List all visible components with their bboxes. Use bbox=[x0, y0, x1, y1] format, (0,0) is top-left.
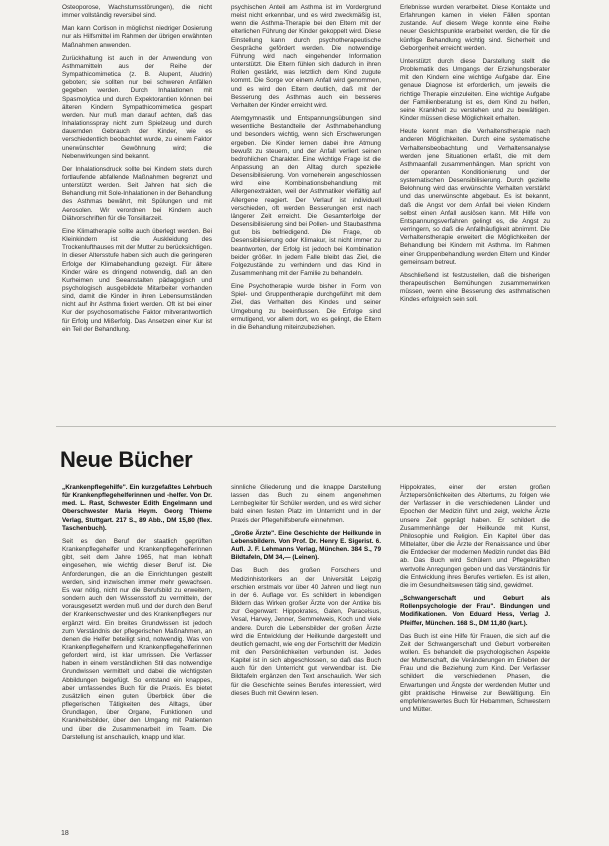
review-entry bbox=[231, 530, 381, 563]
paragraph: Unterstützt durch diese Darstellung stellt die Problematik des Umgangs der Erziehungsberater mit den Kindern eine wichtige Aufgabe dar. Eine genaue Diagnose ist erforderlich, um jeweils die richtige Therapie einzuleiten. Eine wichtige Aufgabe der Familienberatung ist es, dem Kind zu helfen, seine Krankheit zu verstehen und zu bewältigen. Kinder müssen diese Möglichkeit erhalten. bbox=[400, 57, 550, 123]
page-number: 18 bbox=[61, 830, 69, 837]
section-divider bbox=[56, 426, 556, 427]
paragraph: Heute kennt man die Verhaltenstherapie nach anderen Möglichkeiten. Durch eine systematische Verhaltensbeobachtung und Verhaltensanalyse werden jene Situationen erfaßt, die mit dem Asthmaanfall zusammenhängen. Man spricht von der operanten Konditionierung und der systematischen Desensibilisierung. Durch gezielte Belohnung wird das erwünschte Verhalten verstärkt und das unerwünschte abgebaut. Es ist bekannt, daß die Angst vor dem Anfall bei vielen Kindern selbst einen Anfall auslösen kann. Mit Hilfe von Entspannungsverfahren gelingt es, die Angst zu verringern, so daß die Anfallhäufigkeit abnimmt. Die Verhaltenstherapie erweitert die Möglichkeiten der Behandlung bei Kindern mit Asthma. Im Rahmen einer Gruppenbehandlung werden Eltern und Kinder gemeinsam betreut. bbox=[400, 128, 550, 266]
review-body: Das Buch ist eine Hilfe für Frauen, die sich auf die Zeit der Schwangerschaft und Geburt vorbereiten wollen. Es behandelt die psychologischen Aspekte der Mutterschaft, die Veränderungen im Erleben der Frau und die Beziehung zum Kind. Der Verfasser schildert die verschiedenen Phasen, die Erwartungen und Ängste der werdenden Mutter und gibt praktische Hinweise zur Bewältigung. Ein empfehlenswertes Buch für Hebammen, Schwestern und Mütter. bbox=[400, 632, 550, 714]
review-body: sinnliche Gliederung und die knappe Darstellung lassen das Buch zu einem angenehmen Lernbegleiter für Schüler werden, und es wird sicher bald einen festen Platz im Unterricht und in der Praxis der Pflegehilfsberufe einnehmen. bbox=[231, 484, 381, 524]
review-body: Hippokrates, einer der ersten großen Ärztepersönlichkeiten des Altertums, zu folgen wie der Verfasser in die verschiedenen Länder und Epochen der Medizin führt und zeigt, welche Ärzte unsere Zeit geprägt haben. Er schildert die Zusammenhänge der Heilkunde mit Kunst, Philosophie und Religion. Ein Kapitel über das Mittelalter, über die Ärzte der Renaissance und über die Entdecker der modernen Medizin rundet das Bild ab. Das Buch wird Schülern und Pflegekräften wertvolle Anregungen geben und das Verständnis für die Entwicklung ihres Berufes vertiefen. Es ist allen, die im Gesundheitswesen tätig sind, gewidmet. bbox=[400, 484, 550, 589]
review-body: Seit es den Beruf der staatlich geprüften Krankenpflegehelfer und Krankenpflegehelferinnen gibt, seit dem Jahre 1965, hat man lebhaft eingesehen, wie wichtig dieser Beruf ist. Die Anforderungen, die an die Einrichtungen gestellt werden, sind inzwischen immer mehr gewachsen. Es war nötig, nicht nur die Berufsbild zu erweitern, sondern auch den Wissensstoff zu vermitteln, der vorausgesetzt werden muß und der durch den Beruf der Krankenschwester und des Krankenpflegers nur ergänzt wird. Ein breites Grundwissen ist jedoch zum Verständnis der pflegerischen Maßnahmen, an denen die Helfer beteiligt sind, notwendig. Was von Krankenpflegehelfern und Krankenpflegehelferinnen gefordert wird, ist klar umrissen. Die Verfasser haben in einem verständlichen Stil das notwendige Grundwissen vermittelt und dabei die wichtigsten Abbildungen beigefügt. So entstand ein knappes, aber umfassendes Buch für die Praxis. Es bietet zusätzlich einen guten Überblick über die pflegerischen Tätigkeiten des Alltags, über Grundlagen, über Organe, Funktionen und Krankheitsbilder, über den Umgang mit Patienten und über die Zusammenarbeit im Team. Die Darstellung ist anschaulich, knapp und klar. bbox=[62, 537, 212, 741]
review-column-3 bbox=[400, 484, 550, 829]
review-entry bbox=[400, 595, 550, 628]
paragraph: Der Inhalationsdruck sollte bei Kindern stets durch fortlaufende abfallende Maßnahmen begrenzt und unterstützt werden. Seit Jahren hat sich die Behandlung mit Sole-Inhalationen in der Behandlung des Asthmas bewährt, mit Spülungen und mit Aerosolen. Wir verordnen bei Kindern auch Diätvorschriften für die Tonsillarzeit. bbox=[62, 165, 212, 222]
review-column-2 bbox=[231, 484, 381, 829]
review-title: „Krankenpflegehilfe". Ein kurzgefaßtes Lehrbuch für Krankenpflegehelferinnen und -helfer. Von Dr. med. L. Rast, Schwester Edith Engelmann und Oberschwester Maria Heym. Georg Thieme Verlag, Stuttgart. 217 S., 89 Abb., DM 15,80 (flex. Taschenbuch). bbox=[62, 484, 212, 532]
article-column-1 bbox=[62, 4, 212, 466]
paragraph: Man kann Cortison in möglichst niedriger Dosierung nur als Hilfsmittel im Rahmen der übrigen erwähnten Maßnahmen anwenden. bbox=[62, 25, 212, 49]
paragraph: psychischen Anteil am Asthma ist im Vordergrund meist nicht erkennbar, und es wird zweckmäßig ist, wenn die Asthma-Therapie bei den Eltern mit der elterlichen Führung der Kinder gekoppelt wird. Diese Einstellung kann durch psychotherapeutische Gespräche gefördert werden. Die notwendige Führung wird nach eingehender Information unterstützt. Die Eltern fühlen sich dadurch in ihren Rollen gestärkt, was letztlich dem Kind zugute kommt. Die Sorge vor einem Anfall wird genommen, und es wird den Eltern deutlich, daß mit der Besserung des Asthmas auch ein besseres Verhalten der Kinder erreicht wird. bbox=[231, 4, 381, 109]
paragraph: Zurückhaltung ist auch in der Anwendung von Asthmamitteln aus der Reihe der Sympathicomimetica (z. B. Alupent, Aludrin) geboten; sie sollten nur bei schweren Anfällen gegeben werden. Durch Inhalationen mit Spasmolytica und durch Expektorantien können bei älteren Kindern Sympathicomimetica gespart werden. Nur muß man darauf achten, daß das Inhalationsspray nicht zum Spielzeug und durch dauernden Gebrauch der Kinder, wie es verschiedentlich beobachtet wurde, zu einem Faktor unerwünschter Gewöhnung wird; die Nebenwirkungen sind bekannt. bbox=[62, 54, 212, 160]
paragraph: Erlebnisse wurden verarbeitet. Diese Kontakte und Erfahrungen kamen in vielen Fällen spontan zustande. Auf diesem Wege konnte eine Reihe neuer Gesichtspunkte erarbeitet werden, die für die künftige Behandlung wichtig sind. Sicherheit und Geborgenheit erreicht werden. bbox=[400, 4, 550, 52]
review-column-1 bbox=[62, 484, 212, 829]
paragraph: Eine Klimatherapie sollte auch überlegt werden. Bei Kleinkindern ist die Auskleidung des Trockenlufthauses mit der Mutter zu berücksichtigen. In dieser Altersstufe haben sich auch die geringeren Erfolge der Klimabehandlung gezeigt. Für ältere Kinder wäre es dringend notwendig, daß an den Kurheimen und Seeanstalten pädagogisch und psychologisch ausgebildete Mitarbeiter vorhanden sind, damit die Kinder in ihren Lebensumständen nicht auf ihr Asthma fixiert werden. Oft ist bei einer Kur der psychosomatische Faktor mitverantwortlich für Erfolg und Mißerfolg. Das Ansetzen einer Kur ist ein Teil der Behandlung. bbox=[62, 227, 212, 333]
review-body: Das Buch des großen Forschers und Medizinhistorikers an der Universität Leipzig erschien erstmals vor über 40 Jahren und liegt nun in der 6. Auflage vor. Es schildert in lebendigen Bildern das Wirken großer Ärzte von der Antike bis zur Gegenwart: Hippokrates, Galen, Paracelsus, Vesal, Harvey, Jenner, Semmelweis, Koch und viele andere. Durch die Lebensbilder der großen Ärzte wird die Entwicklung der Heilkunde dargestellt und deutlich gemacht, wie eng der Fortschritt der Medizin mit den Persönlichkeiten verbunden ist. Jedes Kapitel ist in sich abgeschlossen, so daß das Buch auch für den Unterricht gut verwendbar ist. Die Bildtafeln ergänzen den Text anschaulich. Wer sich für die Geschichte seines Berufes interessiert, wird dieses Buch mit Gewinn lesen. bbox=[231, 567, 381, 697]
article-column-2 bbox=[231, 4, 381, 414]
section-heading: Neue Bücher bbox=[60, 447, 193, 472]
paragraph: Eine Psychotherapie wurde bisher in Form von Spiel- und Gruppentherapie durchgeführt mit dem Ziel, das Verhalten des Kindes und seiner Umgebung zu beeinflussen. Die Erfolge sind ermutigend, vor allem dort, wo es gelingt, die Eltern in die Behandlung miteinzubeziehen. bbox=[231, 283, 381, 331]
review-entry bbox=[62, 484, 212, 533]
review-title: „Große Ärzte". Eine Geschichte der Heilkunde in Lebensbildern. Von Prof. Dr. Henry E. Sigerist. 6. Aufl. J. F. Lehmanns Verlag, München. 384 S., 79 Bildtafeln, DM 34,— (Leinen). bbox=[231, 529, 381, 562]
article-column-3 bbox=[400, 4, 550, 410]
paragraph: Abschließend ist festzustellen, daß die bisherigen therapeutischen Bemühungen zusammenwirken müssen, wenn eine Besserung des asthmatischen Kindes erfolgreich sein soll. bbox=[400, 271, 550, 304]
paragraph: Atemgymnastik und Entspannungsübungen sind wesentliche Bestandteile der Asthmabehandlung und besonders wichtig, wenn sich Erschwerungen ergeben. Die Kinder lernen dabei ihre Atmung bewußt zu steuern, und der Anfall verliert seinen bedrohlichen Charakter. Eine wichtige Frage ist die Anpassung an den Alltag durch spezielle Desensibilisierung. Von vorneherein angeschlossen wird eine Kombinationsbehandlung mit Allergenextrakten, weil der Asthmatiker vielfältig auf Allergene reagiert. Der Verlauf ist individuell verschieden, oft werden Besserungen erst nach längerer Zeit erreicht. Die Gesamterfolge der Desensibilisierung sind bei Pollen- und Staubasthma gut bis befriedigend. Die Frage, ob Desensibilisierung oder Klimakur, ist nicht immer zu beantworten, der Erfolg ist jedoch bei Kombination beider größer. In jedem Falle bleibt das Ziel, die Folgezustände zu verhindern und das Kind in Zusammenhang mit der Familie zu behandeln. bbox=[231, 115, 381, 277]
paragraph: Osteoporose, Wachstumsstörungen), die nicht immer vollständig reversibel sind. bbox=[62, 4, 212, 20]
review-title: „Schwangerschaft und Geburt als Rollenpsychologie der Frau". Bindungen und Modifikationen. Von Eduard Hess, Verlag J. Pfeiffer, München. 168 S., DM 11,80 (kart.). bbox=[400, 595, 550, 627]
